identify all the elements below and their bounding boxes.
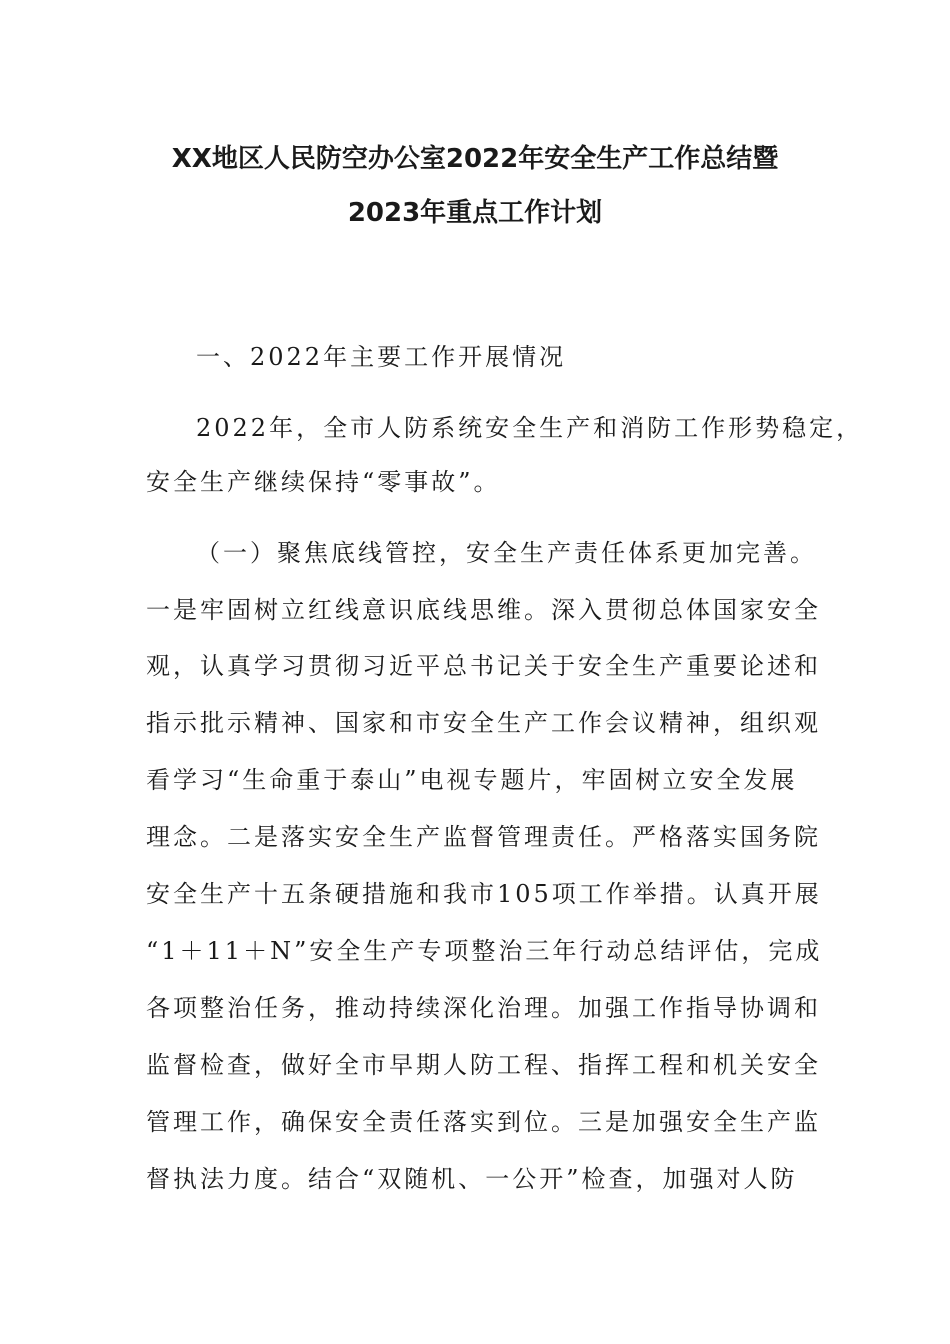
paragraph-line: 2022年，全市人防系统安全生产和消防工作形势稳定，	[196, 414, 864, 442]
paragraph-line: 安全生产继续保持“零事故”。	[146, 468, 501, 496]
document-title-line-2: 2023年重点工作计划	[347, 198, 603, 228]
subsection-heading: （一）聚焦底线管控，安全生产责任体系更加完善。	[196, 539, 817, 567]
paragraph-line: 督执法力度。结合“双随机、一公开”检查，加强对人防	[146, 1165, 798, 1193]
paragraph-line: 安全生产十五条硬措施和我市105项工作举措。认真开展	[146, 880, 822, 908]
paragraph-line: “1＋11＋N”安全生产专项整治三年行动总结评估，完成	[146, 937, 823, 965]
paragraph-line: 理念。二是落实安全生产监督管理责任。严格落实国务院	[146, 823, 821, 851]
paragraph-line: 监督检查，做好全市早期人防工程、指挥工程和机关安全	[146, 1051, 821, 1079]
paragraph-line: 管理工作，确保安全责任落实到位。三是加强安全生产监	[146, 1108, 821, 1136]
document-title-line-1: XX地区人民防空办公室2022年安全生产工作总结暨	[171, 144, 779, 174]
paragraph-line: 各项整治任务，推动持续深化治理。加强工作指导协调和	[146, 994, 821, 1022]
paragraph-line: 看学习“生命重于泰山”电视专题片，牢固树立安全发展	[146, 766, 798, 794]
paragraph-line: 观，认真学习贯彻习近平总书记关于安全生产重要论述和	[146, 652, 821, 680]
paragraph-line: 一是牢固树立红线意识底线思维。深入贯彻总体国家安全	[146, 596, 821, 624]
section-heading: 一、2022年主要工作开展情况	[196, 343, 567, 371]
paragraph-line: 指示批示精神、国家和市安全生产工作会议精神，组织观	[146, 709, 821, 737]
